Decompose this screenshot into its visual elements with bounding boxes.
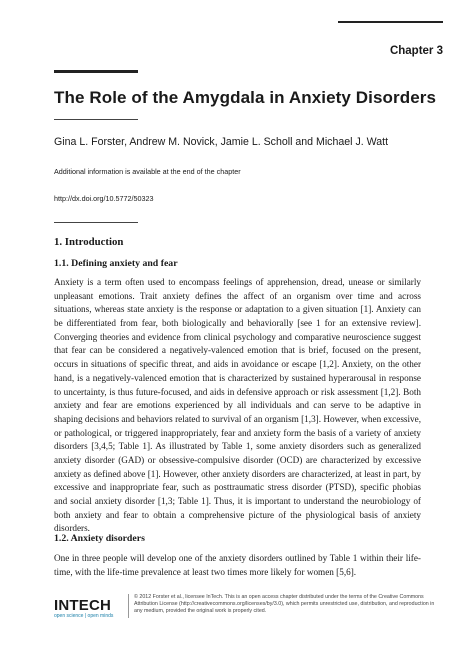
chapter-label: Chapter 3 — [389, 45, 443, 57]
intech-logo — [54, 597, 124, 619]
subsection-heading-anxiety-disorders: 1.2. Anxiety disorders — [54, 533, 145, 544]
footer-divider — [128, 594, 129, 618]
header-top-rule — [338, 21, 443, 23]
title-rule-top — [54, 70, 138, 73]
additional-info-note: Additional information is available at the end of the chapter — [54, 167, 241, 176]
body-paragraph-defining-anxiety: Anxiety is a term often used to encompass feelings of apprehension, dread, unease or similarly unpleasant emotions. Trait anxiety defines the affect of an organism over time and across situations, whereas state anxiety is the response or adaptation to a given situation [1]. Anxiety can be differentiated from fear, both biologically and behaviorally [see 1 for an extensive review]. Converging theories and evidence from clinical psychology and comparative neuroscience suggest that fear can be considered a negatively-valenced emotion that is brief, focused on the present, occurs in situations of specific threat, and aids in avoidance or escape [1,2]. Anxiety, on the other hand, is a negatively-valenced emotion that is characterized by sustained hyperarousal in response to uncertainty, is thus future-focused, and aids in defensive approach or risk assessment [1,2]. Both anxiety and fear are emotions experienced by all individuals and can serve to be adaptive in shaping decisions and behaviors related to survival of an organism [1,3]. However, when excessive, or pathological, or triggered inappropriately, fear and anxiety form the basis of a variety of anxiety disorders [3,4,5; Table 1]. As illustrated by Table 1, some anxiety disorders such as generalized anxiety disorder (GAD) or obsessive-compulsive disorder (OCD) are characterized by excessive anxiety as defined above [1]. However, other anxiety disorders are characterized, at least in part, by excessive and inappropriate fear, such as posttraumatic stress disorder (PTSD), specific phobias and social anxiety disorder [1,3; Table 1]. Thus, it is important to understand the neurobiology of both anxiety and fear to obtain a comprehensive picture of the physiological basis of anxiety disorders. — [54, 277, 421, 534]
article-title: The Role of the Amygdala in Anxiety Disorders — [54, 88, 437, 107]
logo-wordmark: INTECH — [54, 597, 112, 614]
logo-tagline: open science | open minds — [54, 613, 114, 619]
subsection-heading-defining-anxiety: 1.1. Defining anxiety and fear — [54, 258, 178, 269]
section-heading-introduction: 1. Introduction — [54, 236, 124, 248]
title-rule-bottom — [54, 119, 138, 120]
license-notice: © 2012 Forster et al., licensee InTech. This is an open access chapter distributed under the terms of the Creative Commons Attribution License (http://creativecommons.org/licenses/by/3.0), which permits unrestricted use, distribution, and reproduction in any medium, provided the original work is properly cited. — [134, 594, 435, 615]
author-list: Gina L. Forster, Andrew M. Novick, Jamie L. Scholl and Michael J. Watt — [54, 136, 389, 148]
body-paragraph-anxiety-disorders: One in three people will develop one of the anxiety disorders outlined by Table 1 within their life-time, with the life-time prevalence at least two times more likely for women [5,6]. — [54, 553, 421, 577]
doi-link[interactable]: http://dx.doi.org/10.5772/50323 — [54, 194, 154, 203]
doi-divider — [54, 222, 138, 223]
